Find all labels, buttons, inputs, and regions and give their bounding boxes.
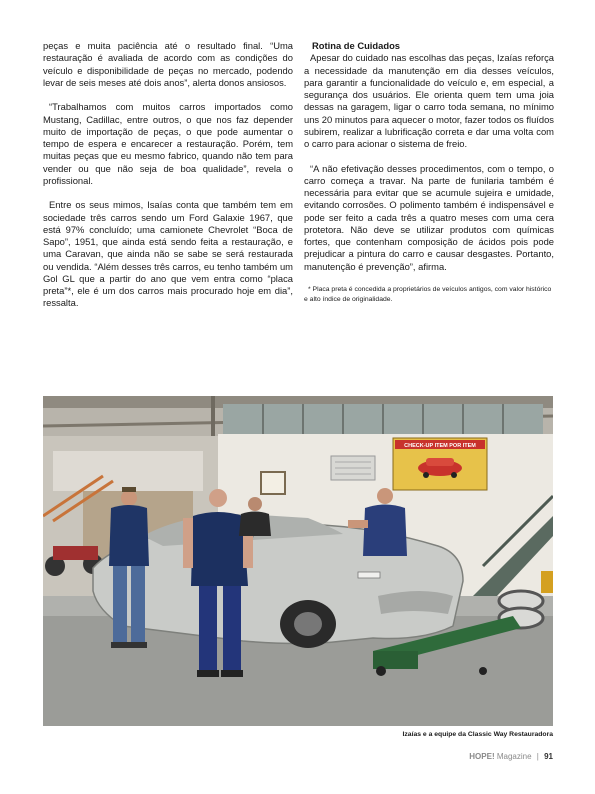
magazine-label: Magazine (496, 752, 532, 761)
page-number: 91 (544, 752, 553, 761)
footnote: * Placa preta é concedida a proprietários de veículos antigos, com valor histórico e alto índice de originalidade. (304, 286, 552, 303)
right-column (304, 40, 554, 305)
page-footer (469, 752, 553, 761)
workshop-photo (43, 396, 553, 726)
article-paragraph: “Trabalhamos com muitos carros importados como Mustang, Cadillac, entre outros, o que nos faz depender muito de importação de peças, o que pode aumentar o tempo de espera e encarecer a restauração. Porém, tem muitas peças que eu mesmo fabrico, quando não tem para vender ou que não seja de boa qualidade”, revela o profissional. (43, 101, 293, 186)
article-paragraph: “A não efetivação desses procedimentos, com o tempo, o carro começa a travar. Na parte de funilaria também é necessária para evitar que se acumule sujeira e umidade, evitando corrosões. O polimento também é indispensável e pode ser feito a cada três a quatro meses com uma cera protetora. Não deve se utilizar produtos com químicas fortes, que contenham composição de ácidos pois pode prejudicar a pintura do carro e causar desgastes. Portanto, manutenção é prevenção”, afirma. (304, 162, 554, 272)
section-heading: Rotina de Cuidados (312, 40, 401, 51)
article-paragraph: Entre os seus mimos, Isaías conta que também tem em sociedade três carros sendo um Ford Galaxie 1967, que está 97% concluído; uma camionete Chevrolet “Boca de Sapo”, 1951, que ainda está sendo feita a restauração, e uma Caravan, que ainda não se sabe se será restaurada ou vendida. “Além desses três carros, eu tenho também um Gol GL que a partir do ano que vem entra como “placa preta”*, ele é um dos carros mais procurado hoje em dia”, ressalta. (43, 199, 293, 309)
article-paragraph: Apesar do cuidado nas escolhas das peças, Izaías reforça a necessidade da manutenção em dia desses veículos, para garantir a funcionalidade do veículo e, em especial, a segurança dos usuários. Ele orienta quem tem uma joia dessas na garagem, ligar o carro toda semana, no mínimo uns 20 minutos para aquecer o motor, fazer todos os fluídos subirem, realizar a lubrificação correta e dar uma volta com o carro para acionar o sistema de freio. (304, 52, 554, 149)
footer-separator: | (536, 752, 539, 761)
workshop-illustration (43, 396, 553, 726)
photo-caption: Izaías e a equipe da Classic Way Restauradora (402, 731, 553, 738)
magazine-brand: HOPE! (469, 752, 495, 761)
article-paragraph: peças e muita paciência até o resultado final. “Uma restauração é avaliada de acordo com as condições do veículo e disponibilidade de peças no mercado, podendo levar de seis meses até dois anos”, alerta donos ansiosos. (43, 40, 293, 88)
left-column (43, 40, 293, 322)
sign-text: CHECK-UP ITEM POR ITEM (404, 443, 476, 449)
